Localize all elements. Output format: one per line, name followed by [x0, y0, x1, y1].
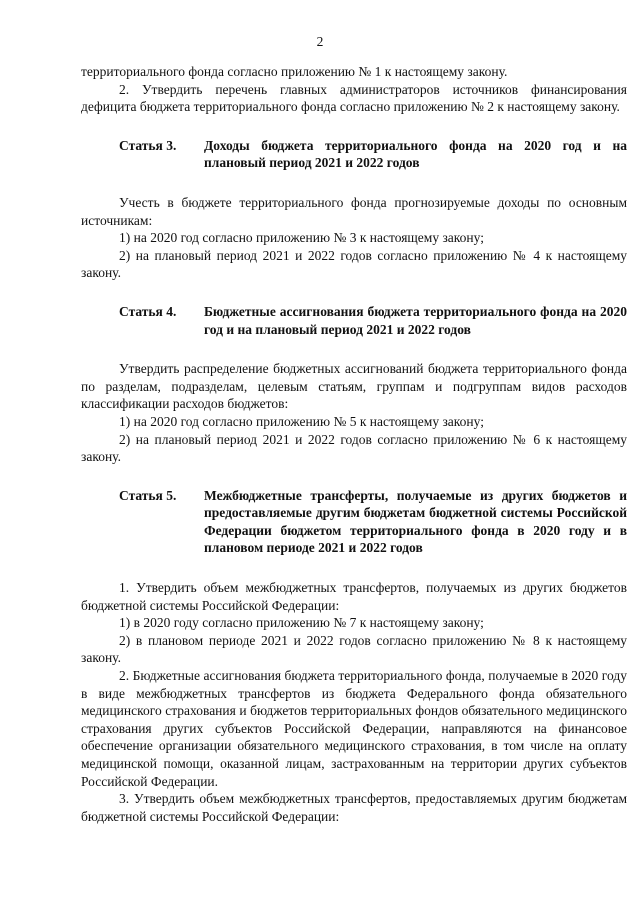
- paragraph: 2) на плановый период 2021 и 2022 годов согласно приложению № 4 к настоящему закону.: [81, 247, 627, 281]
- paragraph: 2. Утвердить перечень главных администраторов источников финансирования дефицита бюджета территориального фонда согласно приложению № 2 к настоящему закону.: [81, 81, 627, 115]
- paragraph: 2) в плановом периоде 2021 и 2022 годов согласно приложению № 8 к настоящему закону.: [81, 632, 627, 666]
- article-label: Статья 3.: [119, 137, 177, 153]
- paragraph: Учесть в бюджете территориального фонда прогнозируемые доходы по основным источникам:: [81, 194, 627, 228]
- article-title: Бюджетные ассигнования бюджета территориального фонда на 2020 год и на плановый период 2021 и 2022 годов: [204, 303, 627, 337]
- article-3-heading: [81, 137, 627, 172]
- article-title: Доходы бюджета территориального фонда на 2020 год и на плановый период 2021 и 2022 годов: [204, 137, 627, 171]
- paragraph: 3. Утвердить объем межбюджетных трансфертов, предоставляемых другим бюджетам бюджетной системы Российской Федерации:: [81, 791, 627, 824]
- paragraph: 1) на 2020 год согласно приложению № 3 к настоящему закону;: [119, 230, 484, 246]
- paragraph: 1) на 2020 год согласно приложению № 5 к настоящему закону;: [119, 413, 484, 429]
- article-label: Статья 4.: [119, 303, 177, 319]
- paragraph: 2) на плановый период 2021 и 2022 годов согласно приложению № 6 к настоящему закону.: [81, 431, 627, 465]
- article-4-heading: [81, 303, 627, 338]
- article-5-heading: [81, 487, 627, 557]
- article-title: Межбюджетные трансферты, получаемые из других бюджетов и предоставляемые другим бюджетам бюджетной системы Российской Федерации бюджетом территориального фонда в 2020 году и в плановом периоде 2021 и 2022 годов: [204, 487, 627, 556]
- page-number: 2: [316, 34, 324, 49]
- document-body: [81, 63, 627, 825]
- paragraph: 1) в 2020 году согласно приложению № 7 к настоящему закону;: [119, 615, 484, 631]
- paragraph: территориального фонда согласно приложению № 1 к настоящему закону.: [81, 64, 508, 79]
- paragraph: 1. Утвердить объем межбюджетных трансфертов, получаемых из других бюджетов бюджетной системы Российской Федерации:: [81, 580, 627, 613]
- article-label: Статья 5.: [119, 487, 177, 503]
- paragraph: Утвердить распределение бюджетных ассигнований бюджета территориального фонда по разделам, подразделам, целевым статьям, группам и подгруппам видов расходов классификации расходов бюджетов:: [81, 361, 627, 412]
- paragraph: 2. Бюджетные ассигнования бюджета территориального фонда, получаемые в 2020 году в виде межбюджетных трансфертов из бюджета Федерального фонда обязательного медицинского страхования и бюджетов территориальных фондов обязательного медицинского страхования других субъектов Российской Федерации, направляются на финансовое обеспечение организации обязательного медицинского страхования, в том числе на оплату медицинской помощи, оказанной лицам, застрахованным на территории других субъектов Российской Федерации.: [81, 668, 627, 789]
